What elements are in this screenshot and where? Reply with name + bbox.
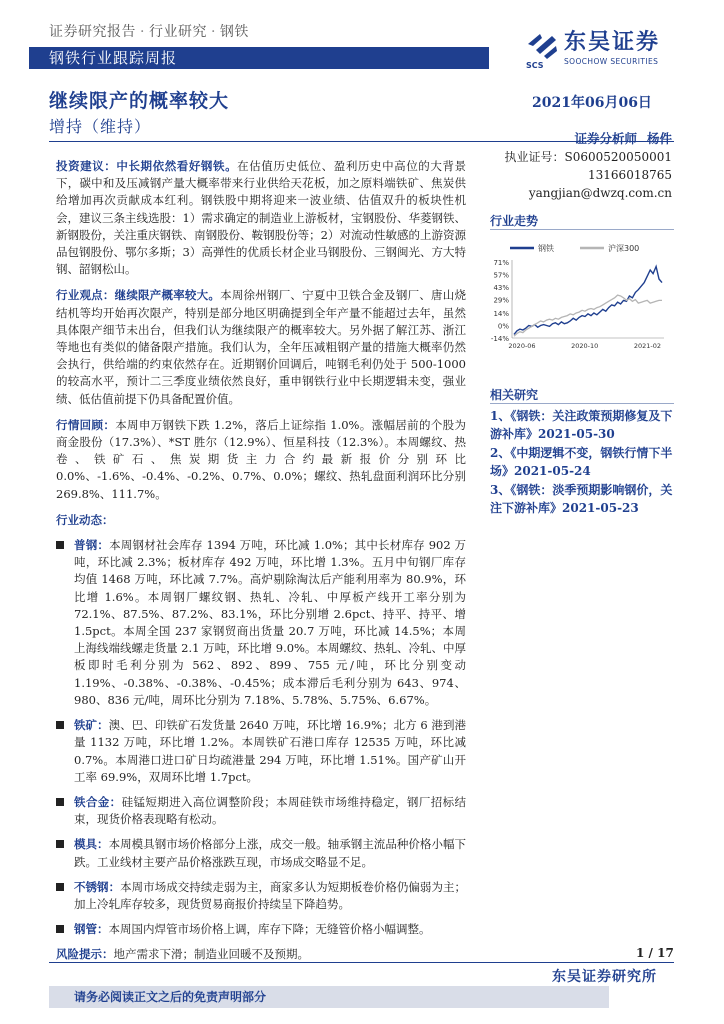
breadcrumb-item[interactable]: 钢铁 bbox=[219, 24, 249, 40]
y-tick-label: 14% bbox=[493, 309, 509, 318]
analyst-info bbox=[497, 130, 672, 202]
company-logo bbox=[524, 28, 684, 74]
breadcrumb-item[interactable]: 证券研究报告 bbox=[49, 24, 136, 40]
x-tick-label: 2021-02 bbox=[633, 342, 661, 350]
related-research-list bbox=[490, 408, 674, 519]
item-label: 铁矿： bbox=[74, 718, 109, 733]
trend-title: 行业走势 bbox=[490, 214, 539, 228]
market-review bbox=[56, 417, 466, 503]
logo-mark-icon bbox=[524, 30, 560, 70]
item-label: 模具： bbox=[74, 837, 109, 852]
investment-advice bbox=[56, 158, 466, 278]
market-text: 本周申万钢铁下跌 1.2%，落后上证综指 1.0%。涨幅居前的个股为商金股份（17.3%）、*ST 胜尔（12.9%）、恒星科技（12.3%）。本周螺纹、热卷、铁矿石、焦炭期货主力合约最新报价分别环比 0.0%、-1.6%、-0.4%、-0.2%、0.7%、0.0%；螺纹、热轧盘面利润环比分别 269.8%、111.7%。 bbox=[56, 417, 466, 501]
advice-text: 在估值历史低位、盈利历史中高位的大背景下，碳中和及压减钢产量大概率带来行业供给天花板，加之原料端铁矿、焦炭供给增加再次贡献成本红利。钢铁股中期将迎来一波业绩、估值双升的板块性机会，建议三条主线选股：1）需求确定的制造业上游板材，宝钢股份、华菱钢铁、新钢股份，关注重庆钢铁、南钢股份、鞍钢股份等；2）对流动性敏感的上游资源品包钢股份、鄂尔多斯；3）高弹性的优质长材企业马钢股份、三钢闽光、方大特钢、韶钢松山。 bbox=[56, 159, 467, 277]
dynamics-title: 行业动态： bbox=[56, 512, 114, 527]
item-label: 普钢： bbox=[74, 538, 110, 553]
analyst-title: 证券分析师 bbox=[574, 131, 637, 146]
view-text: 本周徐州钢厂、宁夏中卫铁合金及钢厂、唐山烧结机等均开始再次限产，特别是部分地区明确提到全年产量不能超过去年，虽然具体限产细节未出台，但我们认为继续限产的概率较大。另外据了解江苏、浙江等地也有类似的储备限产措施。我们认为，全年压减粗钢产量的措施大概率仍然会执行，供给端的约束依然存在。近期钢价回调后，吨钢毛利仍处于 500-1000 的较高水平，预计二三季度业绩依然良好，重申钢铁行业中长期逻辑未变，强业绩、低估值前提下仍具备配置价值。 bbox=[56, 288, 467, 406]
industry-trend-chart bbox=[488, 240, 674, 360]
item-text: 硅锰短期进入高位调整阶段；本周硅铁市场维持稳定，钢厂招标结束，现货价格表现略有松动。 bbox=[74, 794, 466, 827]
analyst-phone: 13166018765 bbox=[588, 168, 672, 182]
item-label: 铁合金： bbox=[74, 794, 122, 809]
y-tick-label: 0% bbox=[497, 322, 509, 331]
footer-org: 东吴证券研究所 bbox=[552, 969, 657, 985]
item-text: 本周钢材社会库存 1394 万吨，环比减 1.0%；其中长材库存 902 万吨，环比减 2.3%；板材库存 492 万吨，环比增 1.3%。五月中旬钢厂库存均值 1468 万吨，环比减 7.7%。高炉剔除淘汰后产能利用率为 80.9%，环比增 1.6%。本周钢厂螺纹钢、热轧、冷轧、中厚板产线开工率分别为 72.1%、87.5%、87.2%、83.1%，环比分别增 2.6pct、持平、持平、增 1.5pct。本周全国 237 家钢贸商出货量 20.7 万吨，环比减 14.5%；本周上海线端线螺走货量 2.1 万吨，环比增 9.0%。本周螺纹、热轧、冷轧、中厚板即时毛利分别为 562、892、899、755 元/吨，环比分别变动 1.19%、-0.38%、-0.38%、-0.45%；成本滞后毛利分别为 643、974、980、836 元/吨，周环比分别为 7.18%、5.78%、5.75%、6.67%。 bbox=[74, 538, 467, 707]
series-line-hs300 bbox=[514, 295, 662, 336]
industry-view bbox=[56, 287, 466, 407]
y-tick-label: 57% bbox=[493, 271, 509, 280]
y-tick-label: 29% bbox=[493, 296, 509, 305]
analyst-name: 杨件 bbox=[646, 131, 672, 146]
report-header bbox=[49, 22, 509, 72]
x-tick-label: 2020-10 bbox=[571, 342, 599, 350]
related-item[interactable]: 3、《钢铁：淡季预期影响钢价，关注下游补库》2021-05-23 bbox=[490, 483, 673, 515]
list-item bbox=[56, 879, 466, 913]
related-title: 相关研究 bbox=[490, 388, 539, 402]
list-item bbox=[56, 537, 466, 709]
risk-label: 风险提示： bbox=[56, 947, 114, 962]
list-item bbox=[56, 794, 466, 828]
breadcrumb-separator: · bbox=[140, 24, 145, 40]
related-item[interactable]: 1、《钢铁：关注政策预期修复及下游补库》2021-05-30 bbox=[490, 409, 673, 441]
report-body bbox=[56, 158, 466, 973]
list-item bbox=[56, 836, 466, 870]
disclaimer-text: 请务必阅读正文之后的免责声明部分 bbox=[74, 990, 267, 1004]
breadcrumb-item[interactable]: 行业研究 bbox=[148, 24, 207, 40]
report-headline: 继续限产的概率较大 bbox=[49, 90, 230, 112]
logo-name-cn: 东吴证券 bbox=[564, 30, 661, 55]
legend-label-steel: 钢铁 bbox=[538, 244, 554, 253]
bullet-square-icon bbox=[56, 721, 64, 729]
analyst-license: 执业证号：S0600520050001 bbox=[504, 150, 672, 164]
page-number: 1 / 17 bbox=[636, 946, 674, 960]
footer-divider bbox=[49, 962, 674, 963]
logo-name-en: SOOCHOW SECURITIES bbox=[564, 57, 659, 66]
item-label: 不锈钢： bbox=[74, 879, 121, 894]
bullet-square-icon bbox=[56, 925, 64, 933]
bullet-square-icon bbox=[56, 883, 64, 891]
risk-text: 地产需求下滑；制造业回暖不及预期。 bbox=[113, 947, 309, 962]
related-divider bbox=[490, 403, 674, 404]
rating: 增持（维持） bbox=[49, 117, 152, 136]
view-lead: 继续限产概率较大。 bbox=[114, 288, 221, 303]
legend-label-hs300: 沪深300 bbox=[608, 244, 640, 253]
analyst-email[interactable]: yangjian@dwzq.com.cn bbox=[528, 186, 672, 200]
advice-lead: 中长期依然看好钢铁。 bbox=[116, 159, 238, 173]
item-text: 本周市场成交持续走弱为主，商家多认为短期板卷价格仍偏弱为主；加上冷轧库存较多，现货贸易商报价持续呈下降趋势。 bbox=[74, 879, 467, 911]
bullet-square-icon bbox=[56, 798, 64, 806]
breadcrumb bbox=[49, 22, 249, 42]
y-tick-label: 43% bbox=[493, 284, 509, 293]
x-tick-label: 2020-06 bbox=[508, 342, 536, 350]
y-tick-label: -14% bbox=[490, 335, 509, 343]
list-item bbox=[56, 717, 466, 786]
report-type: 钢铁行业跟踪周报 bbox=[49, 49, 178, 67]
list-item bbox=[56, 921, 466, 938]
risk-warning bbox=[56, 946, 466, 963]
item-text: 澳、巴、印铁矿石发货量 2640 万吨，环比增 16.9%；北方 6 港到港量 1132 万吨，环比增 1.2%。本周铁矿石港口库存 12535 万吨，环比减 0.7%。本周港口进口矿日均疏港量 294 万吨，环比增 1.51%。国产矿山开工率 69.9%，双周环比增 1.7pct。 bbox=[74, 718, 466, 784]
market-label: 行情回顾： bbox=[56, 417, 116, 432]
y-tick-label: 71% bbox=[493, 259, 509, 267]
view-label: 行业观点： bbox=[56, 288, 115, 303]
bullet-square-icon bbox=[56, 840, 64, 848]
item-text: 本周国内焊管市场价格上调，库存下降；无缝管价格小幅调整。 bbox=[108, 922, 431, 937]
bullet-square-icon bbox=[56, 541, 64, 549]
logo-mark-text: SCS bbox=[526, 61, 544, 70]
related-item[interactable]: 2、《中期逻辑不变，钢铁行情下半场》2021-05-24 bbox=[490, 446, 673, 478]
report-type-bar bbox=[29, 47, 489, 69]
item-label: 钢管： bbox=[74, 922, 109, 937]
advice-label: 投资建议： bbox=[56, 159, 117, 173]
trend-divider bbox=[490, 229, 674, 230]
breadcrumb-separator: · bbox=[210, 24, 216, 40]
item-text: 本周模具钢市场价格部分上涨，成交一般。轴承钢主流品种价格小幅下跌。工业线材主要产品价格涨跌互现，市场成交略显不足。 bbox=[74, 837, 466, 869]
report-date: 2021年06月06日 bbox=[532, 95, 652, 111]
